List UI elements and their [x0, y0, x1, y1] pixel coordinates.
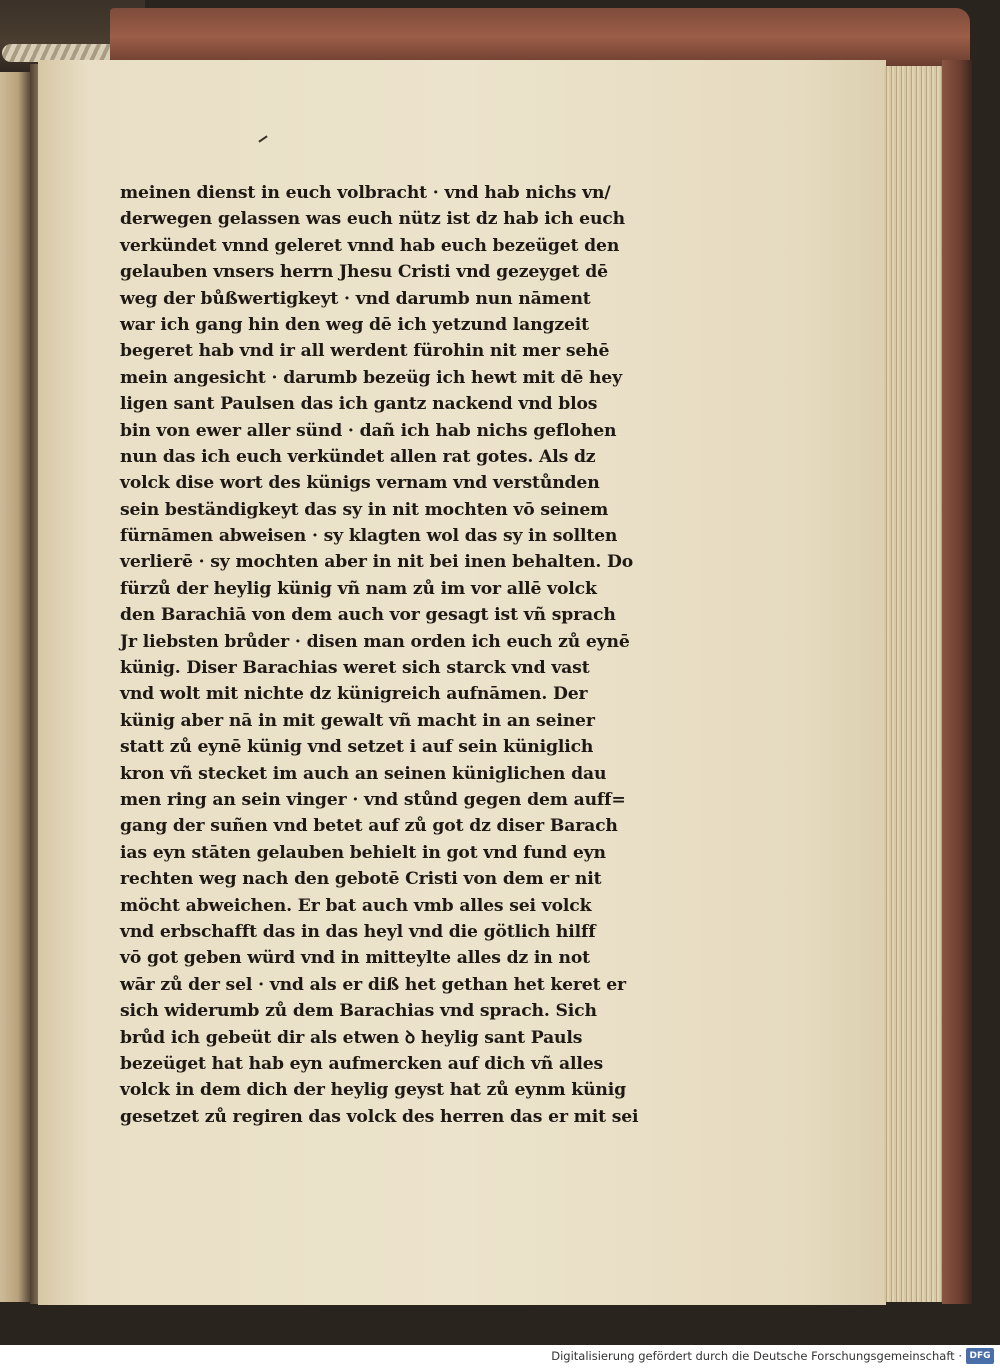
text-line: fürnāmen abweisen · sy klagten wol das sy in sollten: [120, 526, 618, 547]
text-line: sein beständigkeyt das sy in nit mochten vō seinem: [120, 499, 609, 520]
text-line: gesetzet zů regiren das volck des herren das er mit sei: [120, 1106, 639, 1127]
text-line: verkündet vnnd geleret vnnd hab euch bezeüget den: [120, 235, 620, 256]
text-line: meinen dienst in euch volbracht · vnd hab nichs vn/: [120, 183, 611, 203]
text-line: sich widerumb zů dem Barachias vnd sprach. Sich: [120, 1001, 597, 1022]
text-line: statt zů eynē künig vnd setzet i auf sein küniglich: [120, 737, 594, 758]
text-line: rechten weg nach den gebotē Cristi von dem er nit: [120, 869, 602, 890]
left-page-edge: [0, 72, 30, 1302]
top-cover-board: [110, 8, 970, 66]
page-fore-edges: [884, 66, 944, 1302]
text-line: gang der suñen vnd betet auf zů got dz diser Barach: [120, 816, 618, 837]
text-line: ias eyn stāten gelauben behielt in got vnd fund eyn: [120, 842, 606, 863]
text-line: gelauben vnsers herrn Jhesu Cristi vnd gezeyget dē: [120, 262, 608, 283]
text-line: vō got geben würd vnd in mitteylte alles dz in not: [120, 948, 590, 969]
footer-bar: [0, 1345, 1000, 1369]
text-line: volck in dem dich der heylig geyst hat zů eynm künig: [120, 1080, 627, 1101]
text-line: nun das ich euch verkündet allen rat gotes. Als dz: [120, 446, 596, 467]
text-line: wār zů der sel · vnd als er diß het gethan het keret er: [120, 974, 626, 995]
text-line: möcht abweichen. Er bat auch vmb alles sei volck: [120, 895, 592, 916]
text-line: bin von ewer aller sünd · dañ ich hab nichs geflohen: [120, 420, 617, 441]
text-line: kron vñ stecket im auch an seinen küniglichen dau: [120, 763, 607, 784]
text-line: ligen sant Paulsen das ich gantz nackend vnd blos: [120, 394, 598, 415]
text-line: verlierē · sy mochten aber in nit bei inen behalten. Do: [120, 552, 634, 573]
right-cover-board: [942, 60, 972, 1304]
text-line: vnd erbschafft das in das heyl vnd die götlich hilff: [120, 921, 596, 942]
text-line: Jr liebsten brůder · disen man orden ich euch zů eynē: [120, 631, 630, 652]
text-line: mein angesicht · darumb bezeüg ich hewt mit dē hey: [120, 367, 622, 388]
text-line: vnd wolt mit nichte dz künigreich aufnāmen. Der: [120, 684, 588, 705]
text-line: volck dise wort des künigs vernam vnd verstůnden: [120, 473, 600, 494]
text-line: weg der bůßwertigkeyt · vnd darumb nun nāment: [120, 288, 591, 309]
text-line: bezeüget hat hab eyn aufmercken auf dich vñ alles: [120, 1053, 604, 1074]
text-line: derwegen gelassen was euch nütz ist dz hab ich euch: [120, 209, 625, 230]
text-line: begeret hab vnd ir all werdent fürohin nit mer sehē: [120, 341, 610, 362]
text-line: men ring an sein vinger · vnd stůnd gegen dem auff=: [120, 789, 626, 810]
footer-credit: Digitalisierung gefördert durch die Deutsche Forschungsgemeinschaft ·: [551, 1349, 962, 1363]
text-line: war ich gang hin den weg dē ich yetzund langzeit: [120, 314, 589, 335]
text-line: künig aber nā in mit gewalt vñ macht in an seiner: [120, 710, 595, 731]
text-block: [120, 180, 660, 1130]
text-line: fürzů der heylig künig vñ nam zů im vor allē volck: [120, 578, 597, 599]
text-line: brůd ich gebeüt dir als etwen ꝺ heylig sant Pauls: [120, 1027, 583, 1048]
dfg-logo: DFG: [966, 1348, 994, 1364]
text-line: den Barachiā von dem auch vor gesagt ist vñ sprach: [120, 605, 616, 626]
text-line: künig. Diser Barachias weret sich starck vnd vast: [120, 658, 590, 679]
